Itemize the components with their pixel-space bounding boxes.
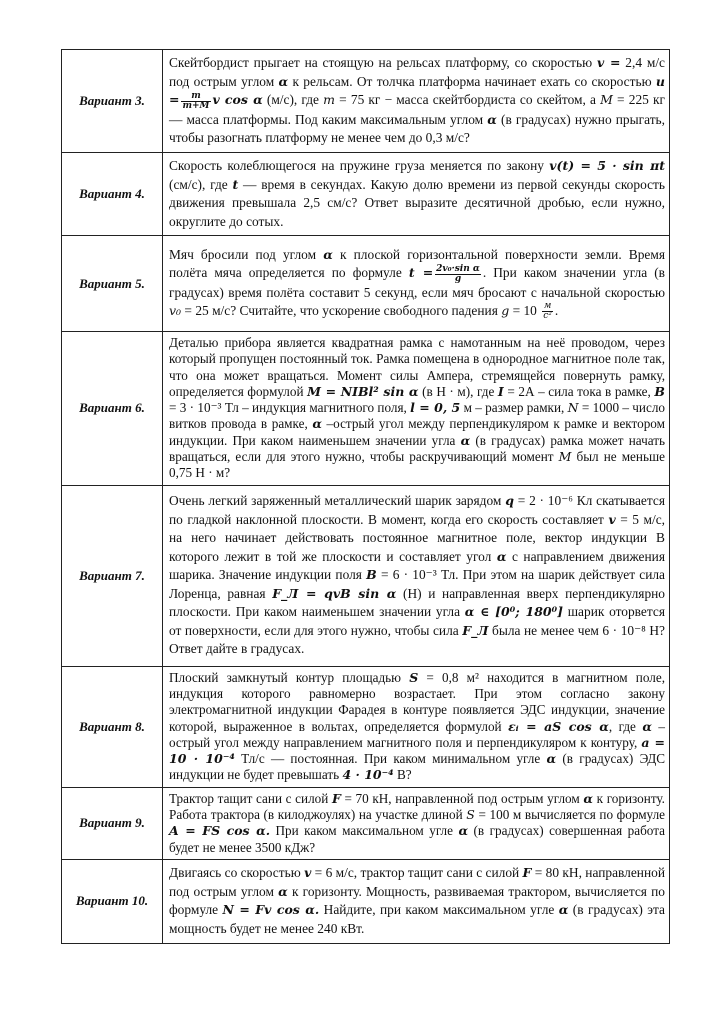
text-fragment: = 80 кН, направленной под острым углом [169,865,665,899]
text-fragment: с направлением движения шарика. Значение индукции поля [169,548,665,583]
variant-label: Вариант 3. [62,50,163,153]
text-fragment: (см/с), где [169,176,233,192]
variant-label: Вариант 10. [62,859,163,943]
text-fragment: Найдите, при каком максимальном угле [319,902,559,918]
variant-row [62,50,670,153]
formula: α [487,111,497,127]
variant-text [163,859,670,943]
formula: α [458,823,469,839]
variant-row [62,666,670,787]
text-fragment: = 6 м/с, трактор тащит сани с силой [311,865,523,881]
formula: S [409,669,419,685]
fraction-denominator: m+M [182,100,210,111]
variant-row [62,153,670,236]
text-fragment: Трактор тащит сани с силой [169,790,332,806]
variant-label: Вариант 6. [62,332,163,486]
variant-text [163,787,670,859]
text-fragment: = 25 м/с? Считайте, что ускорение свободного падения [181,303,502,318]
formula: v cos α [212,92,263,108]
formula: q [505,493,514,509]
formula: B [366,567,377,583]
text-fragment: был не меньше 0,75 Н · м? [169,449,665,481]
formula: α [496,548,507,564]
text-fragment: — время в секундах. Какую долю времени из первой секунды скорость движения превышала 2,5 см/с? Ответ выразите десятичной дробью, если нужно, округлите до сотых. [169,176,666,229]
formula: I [497,383,504,399]
variant-label: Вариант 7. [62,485,163,666]
text-fragment: . [554,303,559,318]
text-fragment: Мяч бросили под углом [169,246,324,262]
fraction-numerator: м [543,301,552,312]
variant-label: Вариант 5. [62,236,163,332]
formula: α [278,73,289,89]
text-fragment: Плоский замкнутый контур площадью [169,669,410,685]
text-fragment: (в градусах) нужно прыгать, чтобы разогнать платформу не менее чем до 0,3 м/с? [169,111,665,146]
formula: α [642,718,652,734]
variant-row [62,787,670,859]
text-fragment: = 225 кг — масса платформы. Под каким максимальным углом [169,92,665,127]
formula: α [546,751,557,767]
formula: S [466,807,475,823]
text-fragment: При каком максимальном угле [270,823,459,839]
text-fragment: = 70 кН, направленной под острым углом [340,790,584,806]
variant-text [163,485,670,666]
formula: α [278,883,288,899]
formula: a = 10 · 10⁻⁴ [169,734,665,767]
formula: M [600,92,613,108]
text-fragment: (в Н · м), где [418,383,498,399]
text-fragment: = 0,8 м² находится в магнитном поле, индукция которого равномерно возрастает. При этом согласно закону электромагнитной индукции Фарадея в контуре появляется ЭДС индукции, значение которой, выраженное в вольтах, определяется формулой [169,669,666,734]
formula: α [558,902,569,918]
text-fragment: к плоской горизонтальной поверхности земли. Время полёта мяча определяется по формуле [169,246,665,281]
formula: α ∈ [0⁰; 180⁰] [464,604,564,620]
variant-row [62,332,670,486]
formula: A = FS cos α. [169,823,271,839]
variant-text [163,236,670,332]
text-fragment: = 2 · 10⁻⁶ Кл скатывается по гладкой наклонной плоскости. В момент, когда его скорость составляет [169,493,665,527]
text-fragment: шарик оторвется от поверхности, если для этого нужно, чтобы сила [169,604,665,638]
formula: g [501,303,510,318]
fraction-denominator: g [454,273,462,284]
fraction-denominator: с² [543,311,552,322]
text-fragment: Двигаясь со скоростью [169,865,305,881]
variant-row [62,236,670,332]
text-fragment: = 5 м/с, на него начинает действовать постоянное магнитное поле, вектор индукции B которого лежит в той же плоскости и составляет угол [169,511,665,564]
variant-text [163,332,670,486]
text-fragment: была не менее чем 6 · 10⁻⁸ Н? Ответ дайте в градусах. [169,622,665,657]
formula: F [522,865,532,881]
text-fragment: –острый угол между направлением магнитного поля и перпендикуляром к контуру, [169,718,666,750]
variant-text [163,153,670,236]
fraction [542,302,553,321]
formula: v₀ [169,303,182,318]
text-fragment: = 10 [509,303,541,318]
formula: α [312,416,322,432]
formula: m [323,92,336,108]
formula: M [558,449,572,465]
formula: εᵢ = aS cos α [508,718,609,734]
formula: v [608,511,616,527]
formula: v = [596,55,621,71]
text-fragment: . При каком значении угла (в градусах) время полёта составит 5 секунд, если мяч бросают с начальной скоростью [169,265,665,300]
formula: F_Л = qvB sin α [272,585,397,601]
text-fragment: Деталью прибора является квадратная рамка с намотанным на неё проводом, через который пропущен постоянный ток. Рамка помещена в однородное магнитное поле так, что она может вращаться. Момент силы Ампера, стремящейся повернуть рамку, определяется формулой [169,335,665,399]
formula: t = [408,265,434,281]
text-fragment: Тл/с — постоянная. При каком минимальном угле [234,751,547,767]
formula: α [460,432,471,448]
variant-label: Вариант 9. [62,787,163,859]
formula: v [304,865,312,881]
formula: α [583,790,594,806]
fraction [181,92,210,111]
text-fragment: Очень легкий заряженный металлический шарик зарядом [169,493,506,509]
formula: N = Fv cos α. [222,902,320,918]
formula: v(t) = 5 · sin πt [549,158,665,173]
fraction-numerator: 2v₀·sin α [436,263,480,274]
formula: 4 · 10⁻⁴ [342,767,394,783]
variant-text [163,666,670,787]
variant-row [62,859,670,943]
text-fragment: к рельсам. От толчка платформа начинает ехать со скоростью [288,73,656,89]
text-fragment: = 3 · 10⁻³ Тл – индукция магнитного поля, [169,400,411,416]
text-fragment: к горизонту. Мощность, развиваемая трактором, вычисляется по формуле [169,883,665,918]
variants-table [61,49,670,944]
text-fragment: = 75 кг − масса скейтбордиста со скейтом, а [335,92,601,108]
text-fragment: (в градусах) рамка может начать вращаться, если для этого нужно, чтобы раскручивающий момент [169,432,665,465]
text-fragment: –острый угол между перпендикуляром к рамке и вектором индукции. При каком наименьшем значении угла [169,416,665,448]
text-fragment: (в градусах) ЭДС индукции не будет превышать [169,751,665,783]
text-fragment: = 6 · 10⁻³ Тл. При этом на шарик действует сила Лоренца, равная [169,567,665,601]
fraction [435,265,481,284]
text-fragment: = 2А – сила тока в рамке, [503,383,655,399]
variant-label: Вариант 8. [62,666,163,787]
fraction-numerator: m [181,92,210,102]
text-fragment: (в градусах) эта мощность будет не менее 240 кВт. [169,902,665,936]
text-fragment: к горизонту. Работа трактора (в килоджоулях) на участке длиной [169,790,665,823]
formula: t [232,176,239,192]
text-fragment: Скейтбордист прыгает на стоящую на рельсах платформу, со скоростью [169,55,597,71]
formula: M = NIBl² sin α [307,383,419,399]
text-fragment: 2,4 м/с под острым углом [169,55,665,89]
text-fragment: = 1000 – число витков провода в рамке, [169,400,665,432]
text-fragment: м – размер рамки, [460,400,568,416]
formula: u = [169,73,665,108]
formula: F [331,790,341,806]
text-fragment: В? [393,767,412,783]
formula: F_Л [462,622,489,638]
variant-text [163,50,670,153]
variant-label: Вариант 4. [62,153,163,236]
text-fragment: Скорость колеблющегося на пружине груза меняется по закону [169,158,550,173]
formula: B [654,383,665,399]
text-fragment: = 100 м вычисляется по формуле [474,807,666,823]
text-fragment: (Н) и направленная вверх перпендикулярно плоскости. При каком наименьшем значении угла [169,585,665,620]
variant-row [62,485,670,666]
formula: N [567,400,579,416]
text-fragment: (м/с), где [262,92,324,108]
formula: α [323,246,333,262]
text-fragment: , где [608,718,643,734]
formula: l = 0, 5 [410,400,461,416]
text-fragment: (в градусах) совершенная работа будет не менее 3500 кДж? [169,823,665,855]
